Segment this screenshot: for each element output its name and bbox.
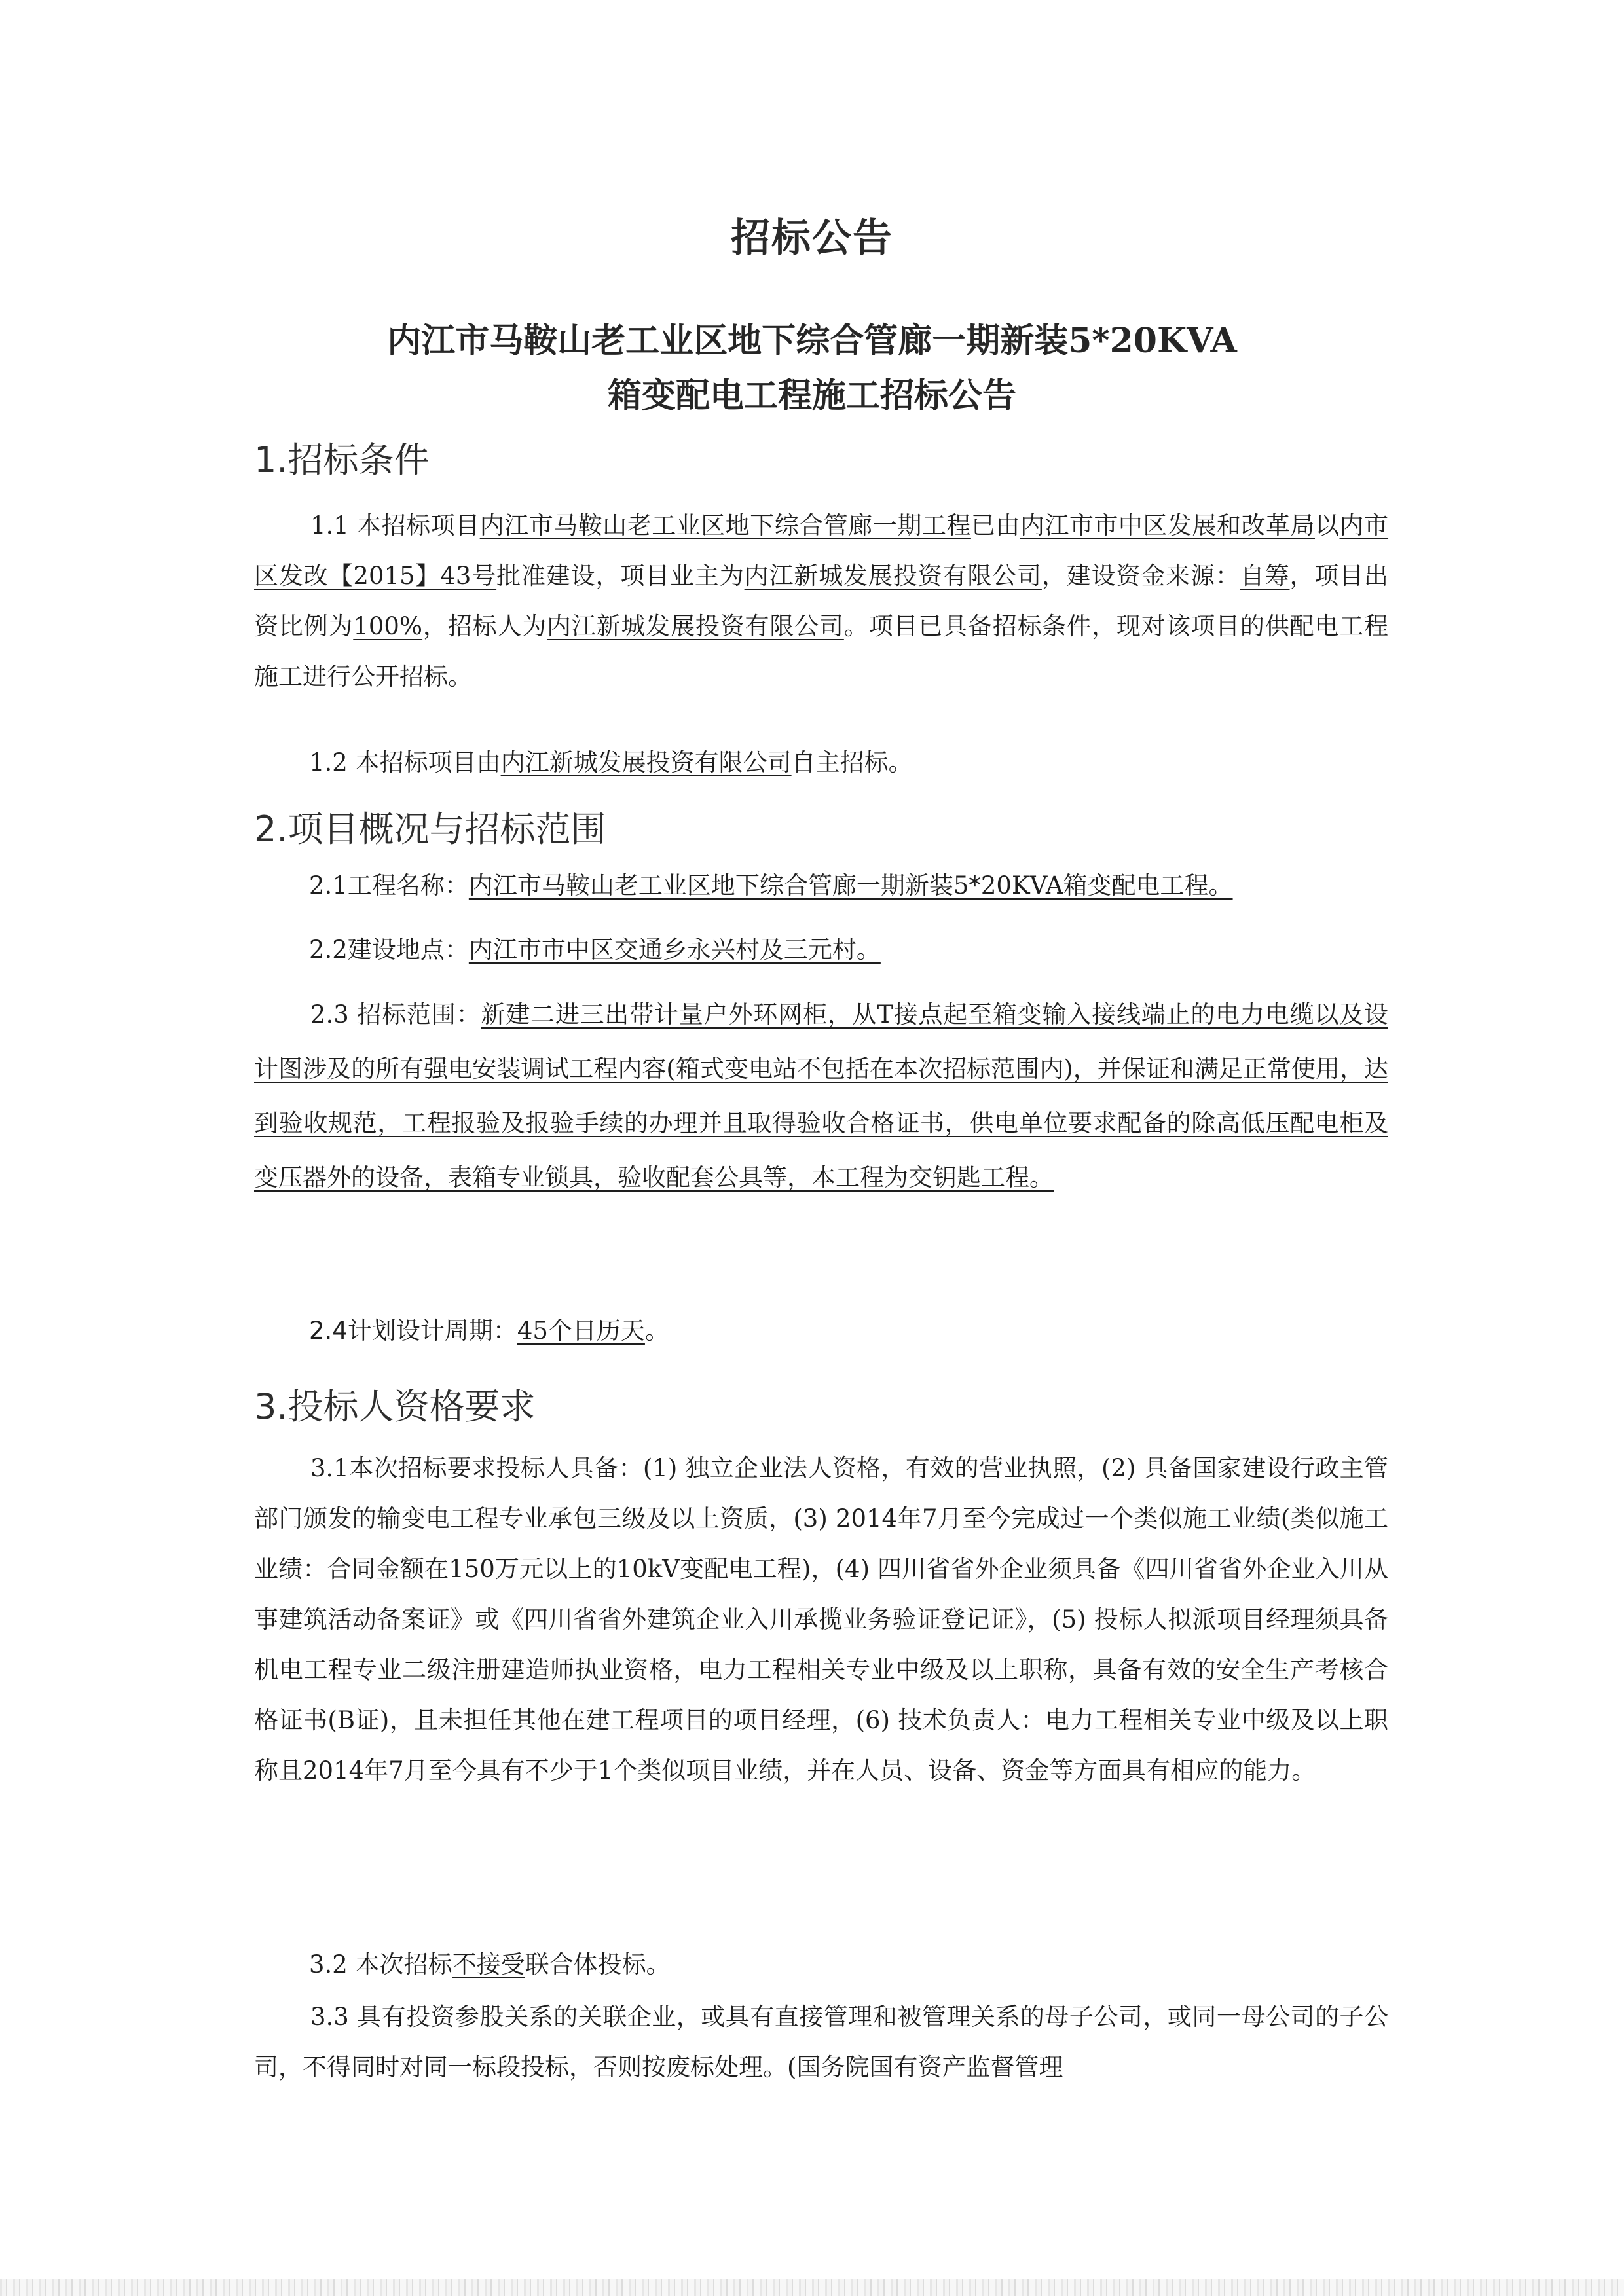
paragraph-2-3: 2.3 招标范围：新建二进三出带计量户外环网柜，从T接点起至箱变输入接线端止的电力电缆以及设计图涉及的所有强电安装调试工程内容(箱式变电站不包括在本次招标范围内)，并保证和满足正常使用，达到验收规范，工程报验及报验手续的办理并且取得验收合格证书，供电单位要求配备的除高低压配电柜及变压器外的设备，表箱专业锁具，验收配套公具等，本工程为交钥匙工程。 (254, 1000, 1388, 1192)
paragraph-1-1: 1.1 本招标项目内江市马鞍山老工业区地下综合管廊一期工程已由内江市市中区发展和改革局以内市区发改【2015】43号批准建设，项目业主为内江新城发展投资有限公司，建设资金来源：自筹，项目出资比例为100%，招标人为内江新城发展投资有限公司。项目已具备招标条件，现对该项目的供配电工程施工进行公开招标。 (254, 511, 1389, 691)
paragraph-2-2: 2.2建设地点：内江市市中区交通乡永兴村及三元村。 (309, 936, 881, 964)
paragraph-3-1: 3.1本次招标要求投标人具备：(1) 独立企业法人资格，有效的营业执照，(2) 具备国家建设行政主管部门颁发的输变电工程专业承包三级及以上资质，(3) 2014年7月至今完成过一个类似施工业绩(类似施工业绩：合同金额在150万元以上的10kV变配电工程)，(4) 四川省省外企业须具备《四川省省外企业入川从事建筑活动备案证》或《四川省省外建筑企业入川承揽业务验证登记证》，(5) 投标人拟派项目经理须具备机电工程专业二级注册建造师执业资格，电力工程相关专业中级及以上职称，具备有效的安全生产考核合格证书(B证)，且未担任其他在建工程项目的项目经理，(6) 技术负责人：电力工程相关专业中级及以上职称且2014年7月至今具有不少于1个类似项目业绩，并在人员、设备、资金等方面具有相应的能力。 (254, 1454, 1388, 1785)
paragraph-1-2: 1.2 本招标项目由内江新城发展投资有限公司自主招标。 (309, 748, 913, 776)
paragraph-2-1: 2.1工程名称：内江市马鞍山老工业区地下综合管廊一期新装5*20KVA箱变配电工程。 (309, 871, 1233, 900)
paragraph-3-2: 3.2 本次招标不接受联合体投标。 (309, 1950, 671, 1978)
section-1-heading: 1.招标条件 (254, 439, 430, 481)
section-3-heading: 3.投标人资格要求 (254, 1386, 536, 1427)
document-title: 招标公告 (731, 215, 893, 261)
paragraph-3-3: 3.3 具有投资参股关系的关联企业，或具有直接管理和被管理关系的母子公司，或同一母公司的子公司，不得同时对同一标段投标，否则按废标处理。(国务院国有资产监督管理 (254, 2003, 1388, 2081)
scan-edge-strip (0, 2279, 1624, 2296)
document-subtitle-line-2: 箱变配电工程施工招标公告 (607, 376, 1016, 416)
paragraph-2-4: 2.4计划设计周期：45个日历天。 (309, 1317, 669, 1345)
section-2-heading: 2.项目概况与招标范围 (254, 809, 606, 850)
document-subtitle-line-1: 内江市马鞍山老工业区地下综合管廊一期新装5*20KVA (387, 321, 1237, 361)
